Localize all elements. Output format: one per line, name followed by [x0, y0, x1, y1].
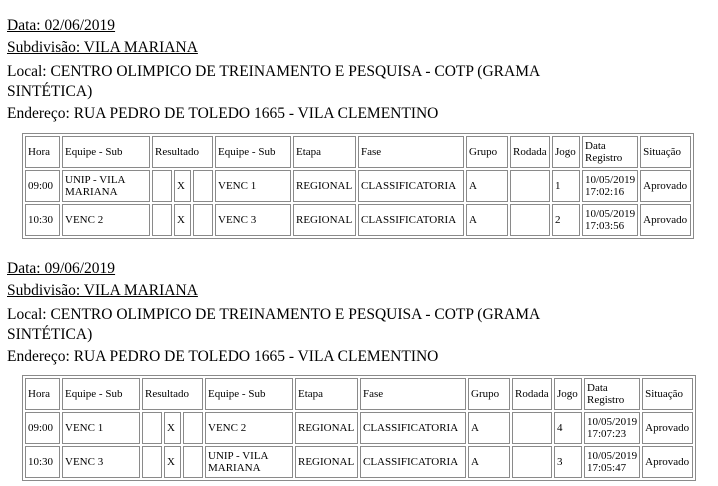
cell-versus: X	[174, 170, 191, 202]
cell-score-2	[193, 204, 213, 236]
cell-grupo: A	[468, 412, 510, 444]
header-fase: Fase	[358, 136, 464, 168]
cell-versus: X	[174, 204, 191, 236]
cell-versus: X	[164, 446, 181, 478]
subdivision-line: Subdivisão: VILA MARIANA	[7, 39, 198, 56]
date-line: Data: 02/06/2019	[7, 17, 116, 34]
header-equipe-2: Equipe - Sub	[205, 378, 293, 410]
cell-score-1	[152, 170, 172, 202]
table-header-row	[25, 378, 693, 410]
cell-rodada	[510, 170, 550, 202]
cell-fase: CLASSIFICATORIA	[360, 446, 466, 478]
cell-data-registro: 10/05/2019 17:07:23	[584, 412, 640, 444]
cell-fase: CLASSIFICATORIA	[358, 170, 464, 202]
address-line: Endereço: RUA PEDRO DE TOLEDO 1665 - VILA CLEMENTINO	[7, 348, 439, 365]
header-etapa: Etapa	[293, 136, 356, 168]
cell-data-registro: 10/05/2019 17:02:16	[582, 170, 638, 202]
header-jogo: Jogo	[554, 378, 582, 410]
cell-hora: 10:30	[25, 446, 60, 478]
cell-hora: 09:00	[25, 170, 60, 202]
header-resultado: Resultado	[152, 136, 213, 168]
table-row	[25, 412, 693, 444]
cell-jogo: 1	[552, 170, 580, 202]
cell-equipe-1: VENC 1	[62, 412, 140, 444]
match-section-2	[7, 259, 707, 367]
cell-situacao: Aprovado	[640, 204, 691, 236]
local-line-1: Local: CENTRO OLIMPICO DE TREINAMENTO E PESQUISA - COTP (GRAMA	[7, 306, 541, 323]
local-line-1: Local: CENTRO OLIMPICO DE TREINAMENTO E PESQUISA - COTP (GRAMA	[7, 63, 541, 80]
subdivision-line: Subdivisão: VILA MARIANA	[7, 282, 198, 299]
cell-hora: 09:00	[25, 412, 60, 444]
local-line-2: SINTÉTICA)	[7, 83, 93, 100]
header-rodada: Rodada	[512, 378, 552, 410]
local-line-2: SINTÉTICA)	[7, 326, 93, 343]
cell-jogo: 2	[552, 204, 580, 236]
cell-hora: 10:30	[25, 204, 60, 236]
matches-table-2	[22, 375, 696, 481]
header-hora: Hora	[25, 378, 60, 410]
cell-etapa: REGIONAL	[293, 204, 356, 236]
header-fase: Fase	[360, 378, 466, 410]
header-equipe-1: Equipe - Sub	[62, 136, 150, 168]
header-data-registro: Data Registro	[582, 136, 638, 168]
header-situacao: Situação	[640, 136, 691, 168]
cell-rodada	[510, 204, 550, 236]
cell-score-2	[193, 170, 213, 202]
header-hora: Hora	[25, 136, 60, 168]
cell-situacao: Aprovado	[642, 446, 693, 478]
local-line	[7, 62, 707, 102]
cell-jogo: 3	[554, 446, 582, 478]
table-header-row	[25, 136, 691, 168]
header-resultado: Resultado	[142, 378, 203, 410]
cell-etapa: REGIONAL	[295, 446, 358, 478]
header-etapa: Etapa	[295, 378, 358, 410]
cell-score-1	[142, 446, 162, 478]
cell-score-2	[183, 446, 203, 478]
matches-table-1	[22, 133, 694, 239]
cell-equipe-1: UNIP - VILA MARIANA	[62, 170, 150, 202]
table-row	[25, 170, 691, 202]
cell-jogo: 4	[554, 412, 582, 444]
header-equipe-2: Equipe - Sub	[215, 136, 291, 168]
cell-score-1	[152, 204, 172, 236]
header-jogo: Jogo	[552, 136, 580, 168]
cell-situacao: Aprovado	[642, 412, 693, 444]
local-line	[7, 305, 707, 345]
cell-equipe-2: VENC 3	[215, 204, 291, 236]
cell-equipe-1: VENC 3	[62, 446, 140, 478]
header-rodada: Rodada	[510, 136, 550, 168]
cell-grupo: A	[468, 446, 510, 478]
header-equipe-1: Equipe - Sub	[62, 378, 140, 410]
date-line: Data: 09/06/2019	[7, 260, 116, 277]
cell-rodada	[512, 446, 552, 478]
cell-situacao: Aprovado	[640, 170, 691, 202]
cell-fase: CLASSIFICATORIA	[358, 204, 464, 236]
cell-fase: CLASSIFICATORIA	[360, 412, 466, 444]
cell-equipe-1: VENC 2	[62, 204, 150, 236]
cell-score-2	[183, 412, 203, 444]
cell-equipe-2: VENC 2	[205, 412, 293, 444]
cell-data-registro: 10/05/2019 17:05:47	[584, 446, 640, 478]
cell-equipe-2: UNIP - VILA MARIANA	[205, 446, 293, 478]
cell-versus: X	[164, 412, 181, 444]
cell-grupo: A	[466, 170, 508, 202]
header-situacao: Situação	[642, 378, 693, 410]
header-data-registro: Data Registro	[584, 378, 640, 410]
cell-equipe-2: VENC 1	[215, 170, 291, 202]
cell-etapa: REGIONAL	[295, 412, 358, 444]
address-line: Endereço: RUA PEDRO DE TOLEDO 1665 - VILA CLEMENTINO	[7, 105, 439, 122]
header-grupo: Grupo	[466, 136, 508, 168]
match-section-1	[7, 16, 707, 124]
cell-grupo: A	[466, 204, 508, 236]
cell-score-1	[142, 412, 162, 444]
header-grupo: Grupo	[468, 378, 510, 410]
table-row	[25, 204, 691, 236]
cell-data-registro: 10/05/2019 17:03:56	[582, 204, 638, 236]
cell-rodada	[512, 412, 552, 444]
table-row	[25, 446, 693, 478]
cell-etapa: REGIONAL	[293, 170, 356, 202]
